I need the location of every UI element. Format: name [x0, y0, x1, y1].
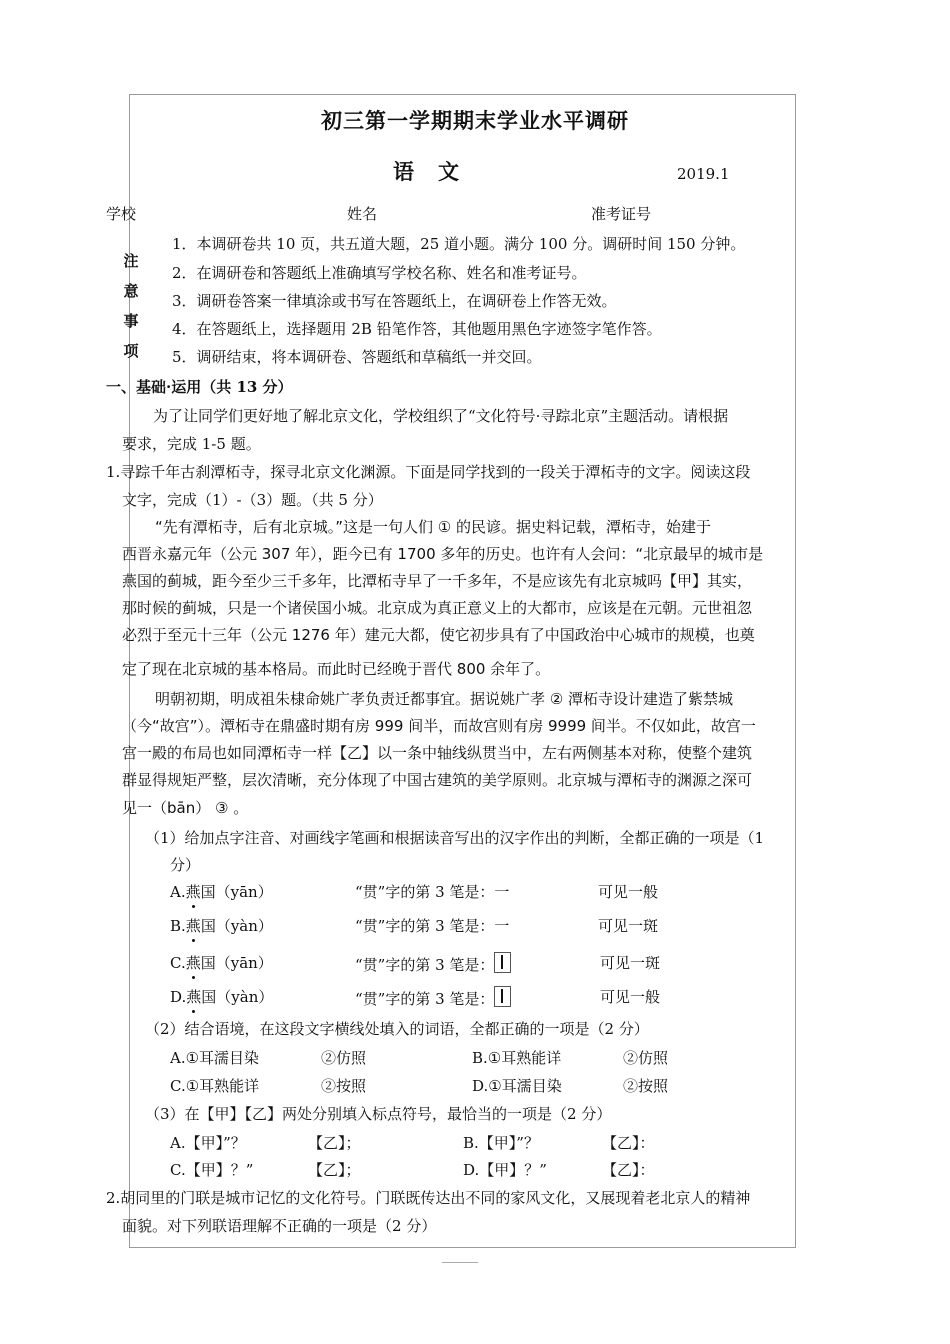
vertical-stroke-icon — [494, 952, 511, 973]
option-b-word: ②仿照 — [623, 1049, 669, 1067]
passage-line: 必烈于至元十三年（公元 1276 年）建元大都，使它初步具有了中国政治中心城市的规模，也奠 — [122, 626, 755, 644]
option-b-word: 可见一斑 — [598, 917, 659, 935]
passage-line: 那时候的蓟城，只是一个诸侯国小城。北京成为真正意义上的大都市，应该是在元朝。元世祖忽 — [122, 599, 753, 617]
option-c-word: 可见一斑 — [600, 954, 661, 972]
option-text: 国（yàn） — [200, 917, 273, 935]
option-a[interactable]: A.①耳濡目染 — [170, 1049, 260, 1067]
section-intro: 要求，完成 1-5 题。 — [122, 435, 261, 453]
notice-item: 3．调研卷答案一律填涂或书写在答题纸上，在调研卷上作答无效。 — [172, 292, 617, 310]
option-b-stroke: “贯”字的第 3 笔是：一 — [355, 917, 510, 935]
option-c[interactable]: C.【甲】？” — [170, 1161, 254, 1179]
school-label: 学校 — [106, 205, 137, 223]
notice-item: 5．调研结束，将本调研卷、答题纸和草稿纸一并交回。 — [172, 348, 542, 366]
passage-line: 见一（bān） ③ 。 — [122, 799, 249, 817]
option-a[interactable] — [170, 881, 273, 902]
subquestion-stem: （2）结合语境，在这段文字横线处填入的词语，全都正确的一项是（2 分） — [145, 1020, 649, 1038]
passage-line: 西晋永嘉元年（公元 307 年），距今已有 1700 多年的历史。也许有人会问：“北京最早的城市是 — [122, 545, 764, 563]
option-text: 国（yān） — [200, 883, 273, 901]
option-letter: A. — [170, 883, 186, 901]
passage-line: 群显得规矩严整，层次清晰，充分体现了中国古建筑的美学原则。北京城与潭柘寺的渊源之深可 — [122, 771, 753, 789]
option-b[interactable]: B.【甲】”？ — [463, 1134, 539, 1152]
dotted-char: 燕 — [186, 988, 202, 1006]
dotted-char: 燕 — [185, 917, 201, 935]
notice-label — [122, 246, 140, 366]
dotted-char: 燕 — [185, 954, 201, 972]
option-d[interactable]: D.【甲】？” — [463, 1161, 547, 1179]
notice-label-char: 项 — [123, 342, 139, 360]
option-text: 国（yān） — [200, 954, 273, 972]
option-d[interactable]: D.①耳濡目染 — [472, 1077, 562, 1095]
dotted-char: 燕 — [185, 883, 201, 901]
passage-line: 明朝初期，明成祖朱棣命姚广孝负责迁都事宜。据说姚广孝 ② 潭柘寺设计建造了紫禁城 — [155, 690, 733, 708]
option-letter: B. — [170, 917, 186, 935]
option-d[interactable] — [170, 986, 273, 1007]
passage-line: “先有潭柘寺，后有北京城。”这是一句人们 ① 的民谚。据史料记载，潭柘寺，始建于 — [155, 518, 712, 536]
option-b[interactable]: B.①耳熟能详 — [472, 1049, 562, 1067]
option-b[interactable] — [170, 915, 273, 936]
option-c[interactable]: C.①耳熟能详 — [170, 1077, 260, 1095]
subject-title: 语文 — [393, 159, 483, 184]
option-c-stroke — [355, 952, 511, 975]
option-d-mark: 【乙】： — [602, 1161, 655, 1179]
stroke-text: “贯”字的第 3 笔是： — [355, 990, 495, 1008]
option-a[interactable]: A.【甲】”？ — [170, 1134, 246, 1152]
option-letter: D. — [170, 988, 187, 1006]
name-label: 姓名 — [347, 205, 378, 223]
question-stem: 2.胡同里的门联是城市记忆的文化符号。门联既传达出不同的家风文化，又展现着老北京人的精神 — [106, 1189, 751, 1207]
passage-line: （今“故宫”）。潭柘寺在鼎盛时期有房 999 间半，而故宫则有房 9999 间半。不仅如此，故宫一 — [122, 717, 756, 735]
notice-item: 1．本调研卷共 10 页，共五道大题，25 道小题。满分 100 分。调研时间 150 分钟。 — [172, 235, 746, 253]
subquestion-stem: 分） — [170, 856, 201, 874]
exam-date: 2019.1 — [677, 165, 730, 183]
option-d-word: ②按照 — [623, 1077, 669, 1095]
subquestion-stem: （1）给加点字注音、对画线字笔画和根据读音写出的汉字作出的判断，全都正确的一项是（1 — [145, 829, 765, 847]
notice-item: 2．在调研卷和答题纸上准确填写学校名称、姓名和准考证号。 — [172, 264, 587, 282]
option-letter: C. — [170, 954, 186, 972]
stroke-text: “贯”字的第 3 笔是： — [355, 956, 495, 974]
subquestion-stem: （3）在【甲】【乙】两处分别填入标点符号，最恰当的一项是（2 分） — [145, 1105, 612, 1123]
option-c[interactable] — [170, 952, 273, 973]
notice-item: 4．在答题纸上，选择题用 2B 铅笔作答，其他题用黑色字迹签字笔作答。 — [172, 320, 662, 338]
section-intro: 为了让同学们更好地了解北京文化，学校组织了“文化符号·寻踪北京”主题活动。请根据 — [153, 407, 729, 425]
vertical-stroke-icon — [494, 986, 511, 1007]
option-d-stroke — [355, 986, 511, 1009]
question-stem: 1.寻踪千年古刹潭柘寺，探寻北京文化渊源。下面是同学找到的一段关于潭柘寺的文字。阅读这段 — [106, 463, 751, 481]
option-c-word: ②按照 — [321, 1077, 367, 1095]
passage-line: 宫一殿的布局也如同潭柘寺一样【乙】以一条中轴线纵贯当中，左右两侧基本对称，使整个建筑 — [122, 744, 753, 762]
option-a-word: 可见一般 — [598, 883, 659, 901]
option-a-stroke: “贯”字的第 3 笔是：一 — [355, 883, 510, 901]
question-stem: 面貌。对下列联语理解不正确的一项是（2 分） — [122, 1217, 437, 1235]
passage-line: 燕国的蓟城，距今至少三千多年，比潭柘寺早了一千多年，不是应该先有北京城吗【甲】其实， — [122, 572, 753, 590]
notice-label-char: 事 — [123, 312, 139, 330]
question-stem: 文字，完成（1）-（3）题。（共 5 分） — [122, 491, 383, 509]
notice-label-char: 意 — [123, 282, 139, 300]
id-label: 准考证号 — [591, 205, 652, 223]
option-d-word: 可见一般 — [600, 988, 661, 1006]
notice-label-char: 注 — [123, 252, 139, 270]
option-a-word: ②仿照 — [321, 1049, 367, 1067]
exam-title: 初三第一学期期末学业水平调研 — [321, 108, 629, 133]
passage-line: 定了现在北京城的基本格局。而此时已经晚于晋代 800 余年了。 — [122, 660, 551, 678]
option-c-mark: 【乙】； — [308, 1161, 361, 1179]
option-b-mark: 【乙】： — [602, 1134, 655, 1152]
section-heading: 一、基础·运用（共 13 分） — [106, 378, 293, 396]
page-number-box — [442, 1262, 478, 1277]
option-a-mark: 【乙】； — [308, 1134, 361, 1152]
option-text: 国（yàn） — [201, 988, 274, 1006]
